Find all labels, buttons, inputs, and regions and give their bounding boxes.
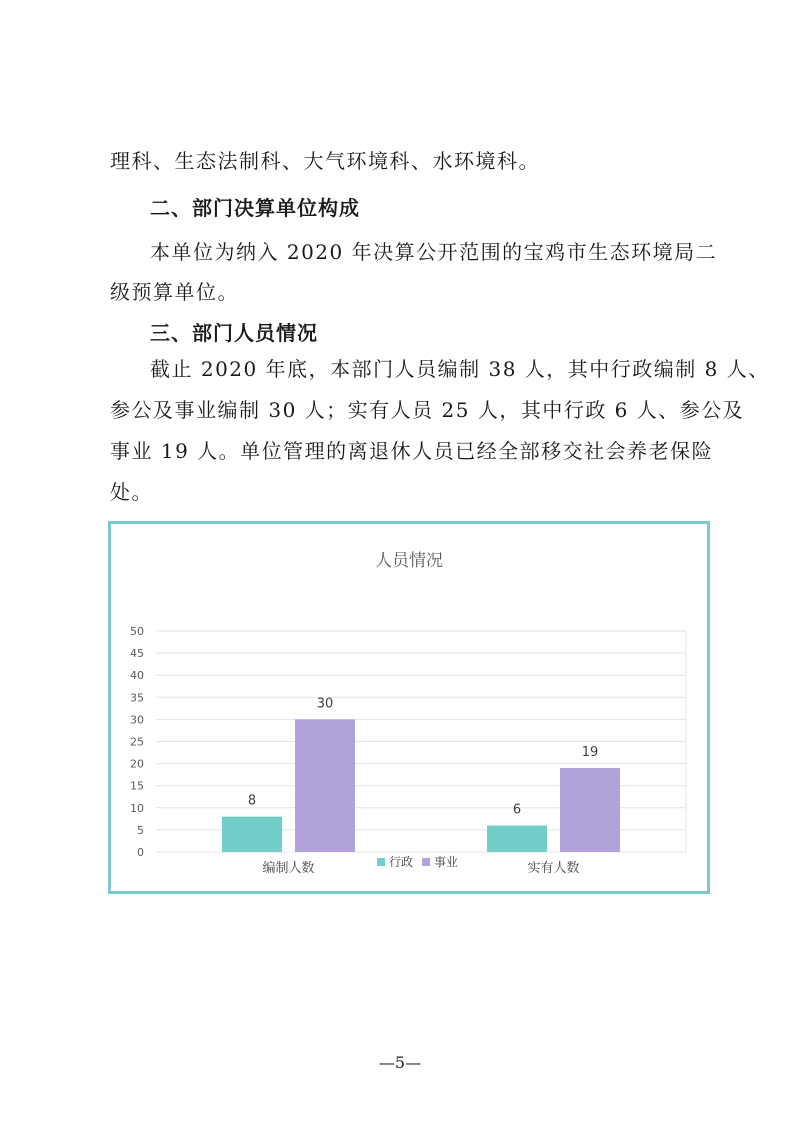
bar-事业: [295, 719, 355, 852]
legend-label: 事业: [434, 855, 459, 869]
bar-chart: [111, 524, 707, 891]
paragraph-line: 级预算单位。: [110, 280, 239, 304]
data-label: 19: [581, 745, 599, 761]
bar-行政: [487, 825, 547, 852]
y-tick-label: 10: [130, 801, 144, 815]
y-tick-label: 50: [130, 625, 144, 638]
paragraph-line: 参公及事业编制 30 人；实有人员 25 人，其中行政 6 人、参公及: [110, 398, 745, 422]
y-tick-label: 5: [137, 823, 144, 837]
data-label: 6: [512, 802, 522, 818]
bar-事业: [560, 768, 620, 852]
chart-container: [108, 521, 710, 894]
data-label: 30: [316, 696, 334, 712]
y-tick-label: 35: [130, 691, 144, 705]
legend-swatch-行政: [377, 858, 385, 866]
paragraph-line: 本单位为纳入 2020 年决算公开范围的宝鸡市生态环境局二: [150, 240, 718, 264]
bar-行政: [222, 817, 282, 852]
y-tick-label: 20: [130, 757, 144, 771]
paragraph-line: 事业 19 人。单位管理的离退休人员已经全部移交社会养老保险: [110, 439, 714, 463]
x-category-label: 实有人数: [527, 861, 580, 876]
page-number: —5—: [378, 1053, 422, 1072]
x-category-label: 编制人数: [262, 861, 315, 876]
section-heading-2: 二、部门决算单位构成: [150, 196, 360, 220]
data-label: 8: [247, 793, 257, 809]
y-tick-label: 45: [130, 647, 144, 661]
paragraph-line: 处。: [110, 480, 153, 504]
legend-label: 行政: [389, 855, 414, 869]
y-tick-label: 40: [130, 669, 144, 683]
y-tick-label: 15: [130, 779, 144, 793]
y-tick-label: 30: [130, 713, 144, 727]
chart-title: 人员情况: [375, 551, 443, 571]
paragraph-line: 截止 2020 年底，本部门人员编制 38 人，其中行政编制 8 人、: [150, 357, 770, 381]
y-tick-label: 25: [130, 735, 144, 749]
y-tick-label: 0: [137, 846, 144, 859]
section-heading-3: 三、部门人员情况: [150, 321, 318, 345]
legend-swatch-事业: [422, 858, 430, 866]
paragraph-line: 理科、生态法制科、大气环境科、水环境科。: [110, 149, 540, 173]
